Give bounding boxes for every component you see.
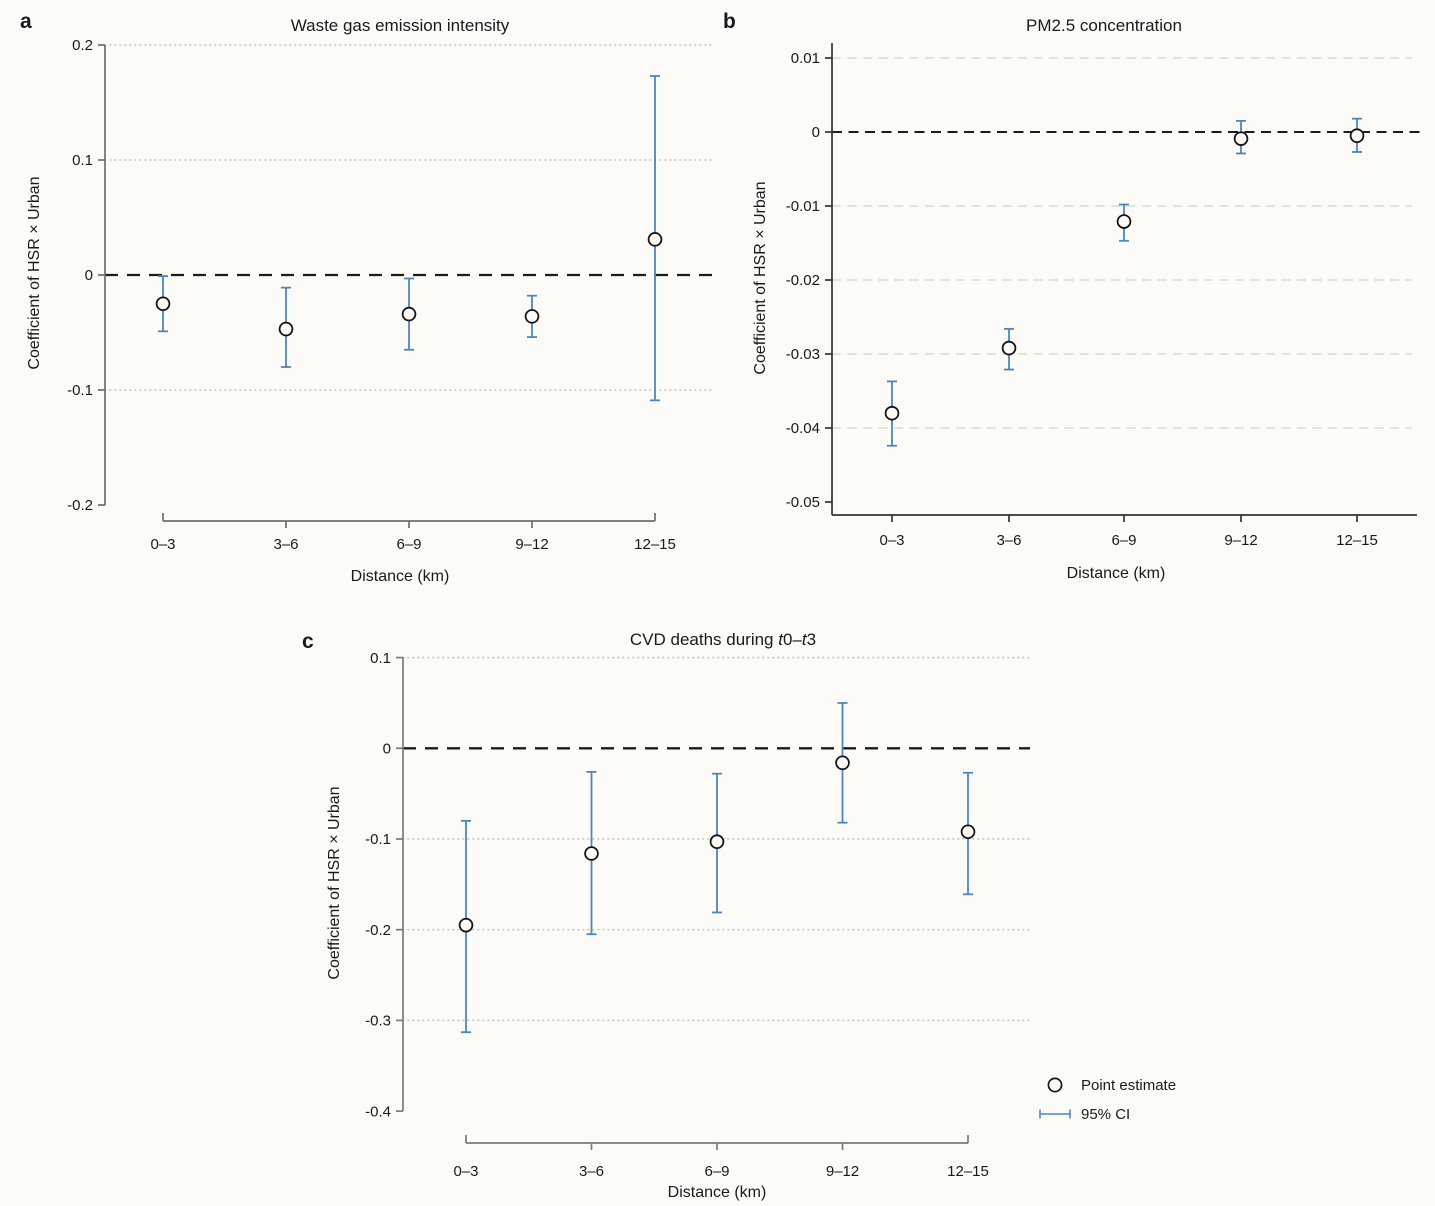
legend-ci-label: 95% CI — [1081, 1105, 1131, 1123]
x-tick-label: 12–15 — [1336, 532, 1378, 549]
x-tick-label: 12–15 — [947, 1163, 989, 1180]
point-estimate-marker — [711, 835, 724, 848]
point-estimate-marker — [649, 233, 662, 246]
x-tick-label: 0–3 — [879, 532, 905, 549]
x-tick-label: 6–9 — [704, 1163, 730, 1180]
x-tick-label: 6–9 — [396, 536, 422, 553]
y-tick-label: 0 — [811, 124, 820, 142]
x-tick-label: 6–9 — [1111, 532, 1137, 549]
x-tick-label: 3–6 — [578, 1163, 605, 1180]
y-tick-label: 0.2 — [72, 37, 93, 55]
y-tick-label: -0.04 — [785, 420, 820, 438]
y-tick-label: -0.05 — [785, 494, 820, 512]
chart-title: CVD deaths during t0–t3 — [629, 630, 817, 649]
point-estimate-marker — [836, 756, 849, 769]
legend-point-label: Point estimate — [1081, 1076, 1177, 1094]
y-tick-label: 0.1 — [72, 152, 93, 170]
y-tick-label: -0.3 — [365, 1012, 391, 1030]
y-tick-label: -0.1 — [365, 831, 391, 849]
x-tick-label: 0–3 — [150, 536, 176, 553]
point-estimate-marker — [1118, 215, 1131, 228]
y-tick-label: -0.01 — [785, 198, 820, 216]
panel-a — [0, 0, 718, 600]
panel-b — [718, 0, 1435, 600]
point-estimate-icon — [1038, 1075, 1072, 1095]
legend — [1038, 1075, 1176, 1124]
point-estimate-marker — [585, 847, 598, 860]
legend-item-point-estimate — [1038, 1075, 1176, 1095]
point-estimate-marker — [886, 407, 899, 420]
point-estimate-marker — [526, 310, 539, 323]
x-tick-label: 3–6 — [996, 532, 1022, 549]
point-estimate-marker — [1235, 132, 1248, 145]
x-axis-label: Distance (km) — [1066, 565, 1166, 582]
y-tick-label: -0.02 — [785, 272, 820, 290]
chart-title: Waste gas emission intensity — [290, 16, 510, 35]
point-estimate-marker — [403, 308, 416, 321]
y-tick-label: -0.4 — [365, 1103, 391, 1121]
panel-label: b — [723, 10, 736, 33]
error-bar-icon — [1038, 1104, 1072, 1124]
x-tick-label: 3–6 — [273, 536, 299, 553]
y-tick-label: -0.1 — [67, 382, 93, 400]
chart-title: PM2.5 concentration — [1026, 16, 1182, 35]
point-estimate-marker — [157, 297, 170, 310]
y-tick-label: -0.2 — [67, 497, 93, 515]
x-tick-label: 9–12 — [515, 536, 549, 553]
y-axis-label: Coefficient of HSR × Urban — [326, 786, 343, 980]
y-tick-label: 0.1 — [370, 649, 391, 667]
y-tick-label: -0.2 — [365, 921, 391, 939]
x-tick-label: 9–12 — [1224, 532, 1258, 549]
point-estimate-marker — [460, 919, 473, 932]
point-estimate-marker — [962, 825, 975, 838]
point-estimate-marker — [1003, 342, 1016, 355]
legend-item-ci — [1038, 1104, 1176, 1124]
x-tick-label: 12–15 — [634, 536, 676, 553]
y-tick-label: 0 — [382, 740, 391, 758]
y-axis-label: Coefficient of HSR × Urban — [26, 176, 43, 370]
point-estimate-marker — [280, 323, 293, 336]
panel-label: c — [302, 630, 314, 653]
x-axis-label: Distance (km) — [350, 568, 450, 585]
panel-label: a — [20, 10, 32, 33]
panel-c — [280, 600, 1435, 1206]
x-axis-label: Distance (km) — [667, 1184, 767, 1201]
x-tick-label: 9–12 — [825, 1163, 860, 1180]
x-tick-label: 0–3 — [453, 1163, 479, 1180]
y-axis-label: Coefficient of HSR × Urban — [752, 181, 769, 375]
y-tick-label: 0 — [84, 267, 93, 285]
point-estimate-marker — [1351, 129, 1364, 142]
y-tick-label: 0.01 — [790, 50, 820, 68]
y-tick-label: -0.03 — [785, 346, 820, 364]
